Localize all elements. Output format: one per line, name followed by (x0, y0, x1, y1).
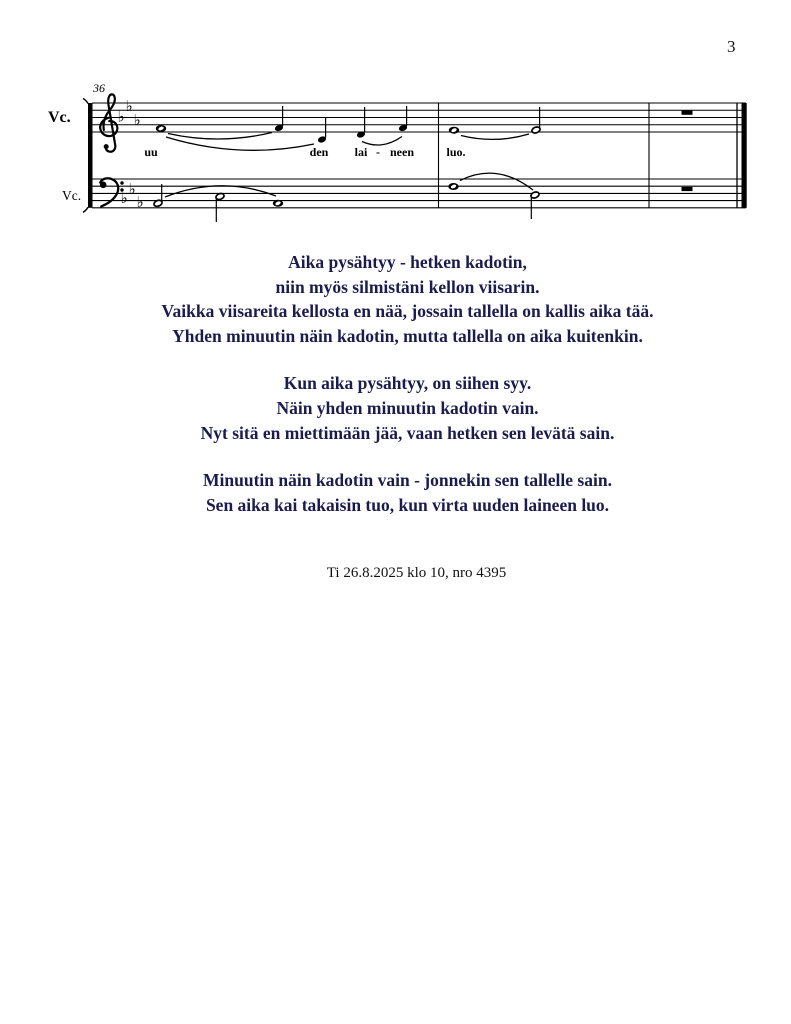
slur (168, 133, 272, 140)
score-notation (83, 94, 747, 222)
lyric-syllable: luo. (446, 145, 466, 159)
poem-line: Nyt sitä en miettimään jää, vaan hetken sen levätä sain. (200, 422, 615, 443)
flat-sign: ♭ (128, 180, 136, 198)
lyric-syllable: lai (354, 145, 368, 159)
bracket-wing-top (83, 99, 88, 104)
lyric-syllable: neen (390, 145, 414, 159)
flat-sign: ♭ (125, 96, 133, 115)
flat-sign: ♭ (136, 193, 144, 211)
lyric-syllable: - (376, 145, 380, 159)
poem-line: niin myös silmistäni kellon viisarin. (275, 276, 540, 297)
bass-clef-icon (120, 181, 123, 184)
measure-number: 36 (93, 81, 105, 95)
system-bracket (88, 103, 93, 208)
slur (362, 137, 402, 146)
poem (24, 250, 791, 540)
bracket-wing-bottom (83, 207, 88, 212)
poem-line: Minuutin näin kadotin vain - jonnekin sen tallelle sain. (203, 470, 612, 491)
poem-line: Kun aika pysähtyy, on siihen syy. (283, 373, 532, 394)
poem-stanza (24, 250, 791, 348)
slur (166, 137, 314, 150)
poem-stanza (24, 371, 791, 445)
whole-rest (682, 187, 693, 191)
poem-line: Näin yhden minuutin kadotin vain. (276, 397, 539, 418)
music-score (0, 0, 791, 235)
score-lyrics (144, 145, 465, 159)
flat-sign: ♭ (117, 107, 125, 126)
slur (460, 173, 533, 190)
poem-line: Sen aika kai takaisin tuo, kun virta uuden laineen luo. (205, 494, 610, 515)
poem-line: Aika pysähtyy - hetken kadotin, (288, 252, 527, 272)
staff-label-bottom: Vc. (62, 188, 82, 203)
lyric-syllable: den (309, 145, 329, 159)
final-barline-thick (742, 103, 747, 208)
page-number: 3 (727, 37, 736, 56)
treble-clef-icon (104, 144, 109, 149)
flat-sign: ♭ (133, 111, 141, 130)
lyric-syllable: uu (144, 145, 158, 159)
flat-sign: ♭ (120, 189, 128, 207)
whole-rest (682, 111, 693, 115)
staff-label-top: Vc. (48, 109, 71, 126)
poem-stanza (24, 468, 791, 517)
date-line: Ti 26.8.2025 klo 10, nro 4395 (326, 565, 507, 581)
slur (461, 134, 529, 139)
poem-line: Yhden minuutin näin kadotin, mutta tallella on aika kuitenkin. (172, 325, 643, 346)
poem-line: Vaikka viisareita kellosta en nää, jossain tallella on kallis aika tää. (161, 301, 654, 322)
